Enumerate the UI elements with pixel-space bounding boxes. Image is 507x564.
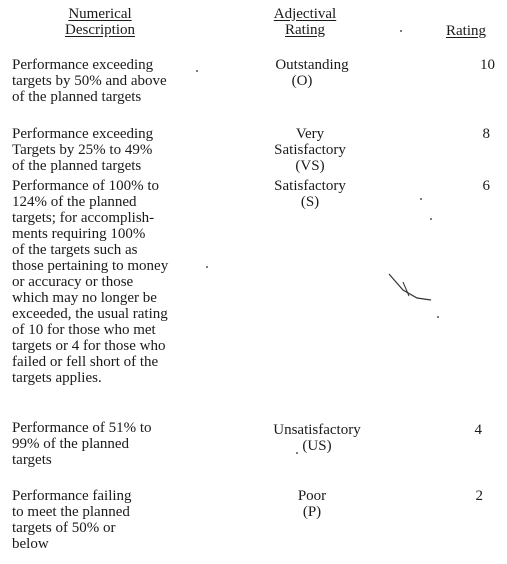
header-numerical-line-1: Numerical (68, 6, 132, 22)
row-1-adj-line: Outstanding (275, 57, 349, 73)
row-2-desc-line: of the planned targets (12, 158, 142, 174)
row-3-desc-line: which may no longer be (12, 290, 157, 306)
row-1-rating-value: 10 (480, 57, 495, 73)
row-5-desc-line: below (12, 536, 49, 552)
header-adjectival-rating (255, 6, 355, 38)
row-1-adj-line: (O) (291, 73, 313, 89)
header-numerical-description (40, 6, 160, 38)
row-5-adj-line: Poor (297, 488, 327, 504)
row-3-desc-line: those pertaining to money (12, 258, 169, 274)
row-3-description (12, 178, 168, 386)
scan-speck (430, 218, 432, 220)
scan-speck (420, 198, 422, 200)
row-3-desc-line: targets applies. (12, 370, 102, 386)
row-3-desc-line: Performance of 100% to (12, 178, 160, 194)
row-5-adjectival (252, 488, 372, 520)
scan-speck (437, 316, 439, 318)
scan-speck (296, 452, 298, 454)
row-2-rating-value: 8 (482, 126, 490, 142)
row-3-desc-line: of 10 for those who met (12, 322, 156, 338)
row-2-adj-line: (VS) (295, 158, 325, 174)
header-numerical-line-2: Description (65, 22, 135, 38)
row-3-desc-line: 124% of the planned (12, 194, 137, 210)
row-3-adj-line: Satisfactory (274, 178, 346, 194)
row-2-adj-line: Satisfactory (274, 142, 346, 158)
row-1-rating (460, 57, 495, 73)
row-3-desc-line: exceeded, the usual rating (12, 306, 168, 322)
row-1-desc-line: targets by 50% and above (12, 73, 167, 89)
row-5-desc-line: Performance failing (12, 488, 132, 504)
row-1-desc-line: Performance exceeding (12, 57, 154, 73)
row-4-adjectival (252, 422, 382, 454)
header-rating (446, 23, 486, 39)
row-5-adj-line: (P) (302, 504, 322, 520)
row-5-description (12, 488, 132, 552)
header-adjectival-line-2: Rating (285, 22, 325, 38)
row-3-adj-line: (S) (300, 194, 320, 210)
row-2-description (12, 126, 153, 174)
row-2-adjectival (250, 126, 370, 174)
row-4-desc-line: targets (12, 452, 52, 468)
row-3-desc-line: failed or fell short of the (12, 354, 159, 370)
scan-speck (206, 266, 208, 268)
row-3-desc-line: ments requiring 100% (12, 226, 146, 242)
row-5-rating-value: 2 (475, 488, 483, 504)
pen-scribble-mark (383, 268, 443, 308)
row-3-adjectival (250, 178, 370, 210)
row-1-description (12, 57, 167, 105)
row-3-rating-value: 6 (482, 178, 490, 194)
row-2-rating (455, 126, 490, 142)
row-4-rating (447, 422, 482, 438)
row-4-desc-line: Performance of 51% to (12, 420, 152, 436)
header-rating-label: Rating (446, 23, 486, 39)
row-2-desc-line: Performance exceeding (12, 126, 154, 142)
row-4-description (12, 420, 152, 468)
row-3-desc-line: or accuracy or those (12, 274, 134, 290)
row-1-desc-line: of the planned targets (12, 89, 142, 105)
scan-speck (196, 70, 198, 72)
row-3-desc-line: targets; for accomplish- (12, 210, 155, 226)
row-5-rating (448, 488, 483, 504)
row-2-desc-line: Targets by 25% to 49% (12, 142, 153, 158)
row-4-desc-line: 99% of the planned (12, 436, 130, 452)
row-3-desc-line: of the targets such as (12, 242, 138, 258)
row-4-adj-line: (US) (302, 438, 332, 454)
row-1-adjectival (252, 57, 372, 89)
row-4-rating-value: 4 (474, 422, 482, 438)
row-5-desc-line: to meet the planned (12, 504, 130, 520)
row-3-desc-line: targets or 4 for those who (12, 338, 166, 354)
row-4-adj-line: Unsatisfactory (273, 422, 361, 438)
scan-speck (400, 30, 402, 32)
row-5-desc-line: targets of 50% or (12, 520, 116, 536)
header-adjectival-line-1: Adjectival (273, 6, 337, 22)
row-2-adj-line: Very (295, 126, 325, 142)
row-3-rating (455, 178, 490, 194)
